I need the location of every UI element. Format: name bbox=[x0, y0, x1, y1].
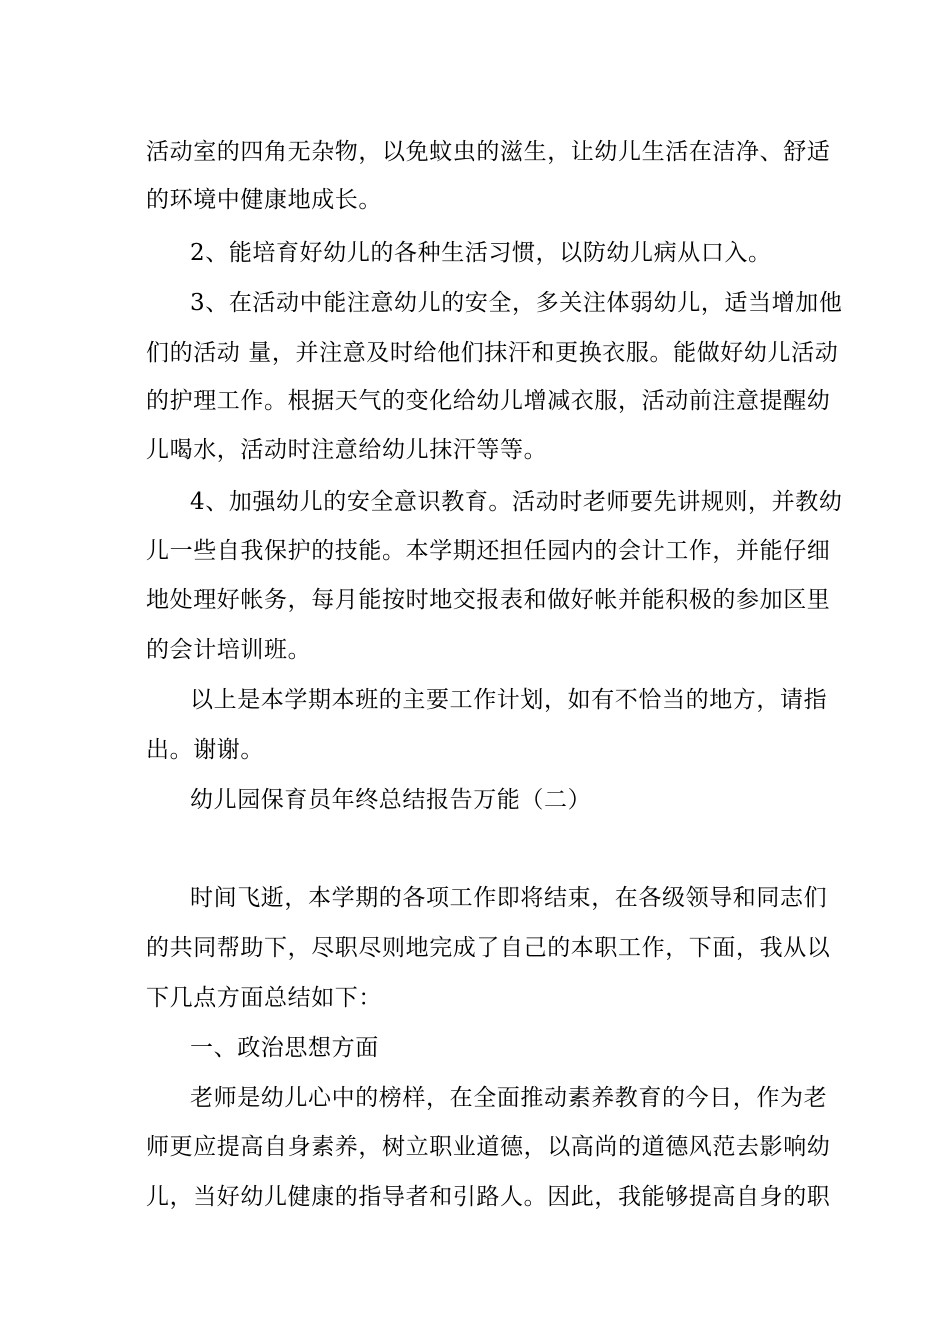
text-line: 4、加强幼儿的安全意识教育。活动时老师要先讲规则，并教幼 bbox=[190, 489, 843, 515]
text-line: 儿，当好幼儿健康的指导者和引路人。因此，我能够提高自身的职 bbox=[146, 1184, 831, 1210]
section-title: 幼儿园保育员年终总结报告万能（二） bbox=[190, 787, 592, 813]
text-line: 师更应提高自身素养，树立职业道德，以高尚的道德风范去影响幼 bbox=[146, 1134, 831, 1160]
text-line: 的护理工作。根据天气的变化给幼儿增减衣服，活动前注意提醒幼 bbox=[146, 388, 831, 414]
text-line: 老师是幼儿心中的榜样，在全面推动素养教育的今日，作为老 bbox=[190, 1085, 828, 1111]
text-line: 儿一些自我保护的技能。本学期还担任园内的会计工作，并能仔细 bbox=[146, 538, 831, 564]
text-line: 下几点方面总结如下： bbox=[146, 985, 382, 1011]
text-line: 活动室的四角无杂物，以免蚊虫的滋生，让幼儿生活在洁净、舒适 bbox=[146, 139, 831, 165]
text-line: 时间飞逝，本学期的各项工作即将结束，在各级领导和同志们 bbox=[190, 885, 828, 911]
text-line: 出。谢谢。 bbox=[146, 737, 264, 763]
section-heading: 一、政治思想方面 bbox=[190, 1035, 379, 1061]
text-line: 地处理好帐务，每月能按时地交报表和做好帐并能积极的参加区里 bbox=[146, 587, 831, 613]
text-line: 的共同帮助下，尽职尽则地完成了自己的本职工作，下面，我从以 bbox=[146, 935, 831, 961]
text-line: 的会计培训班。 bbox=[146, 637, 312, 663]
text-line: 们的活动 量，并注意及时给他们抹汗和更换衣服。能做好幼儿活动 bbox=[146, 340, 839, 366]
text-line: 以上是本学期本班的主要工作计划，如有不恰当的地方，请指 bbox=[190, 687, 828, 713]
text-line: 儿喝水，活动时注意给幼儿抹汗等等。 bbox=[146, 437, 548, 463]
text-line: 的环境中健康地成长。 bbox=[146, 187, 382, 213]
text-line: 2、能培育好幼儿的各种生活习惯，以防幼儿病从口入。 bbox=[190, 240, 772, 266]
text-line: 3、在活动中能注意幼儿的安全，多关注体弱幼儿，适当增加他 bbox=[190, 290, 843, 316]
